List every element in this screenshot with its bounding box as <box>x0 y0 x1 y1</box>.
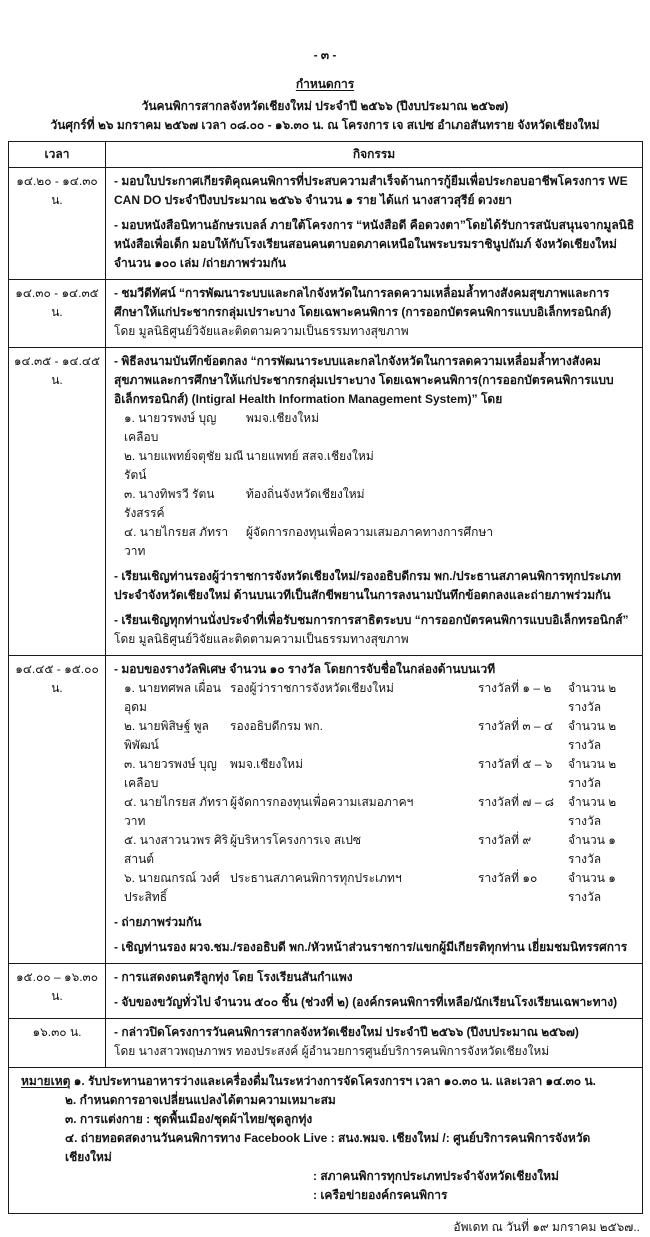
person-name: ๒. นายพิสิษฐ์ พูลพิพัฒน์ <box>124 719 209 752</box>
activity-bullet: - มอบใบประกาศเกียรติคุณคนพิการที่ประสบความสำเร็จด้านการกู้ยืมเพื่อประกอบอาชีพโครงการ WE CAN DO ประจำปีงบประมาณ ๒๕๖๖ จำนวน ๑ ราย ได้แก่ นางสาวสุรีย์ ดวงยา <box>114 174 628 207</box>
person-name: ๓. นายวรพงษ์ บุญเคลือบ <box>124 757 217 790</box>
award-presenter-row <box>124 831 636 869</box>
award-prize: รางวัลที่ ๑๐ <box>478 871 538 885</box>
schedule-row <box>9 168 643 280</box>
activity-bullet: - ถ่ายภาพร่วมกัน <box>114 915 202 929</box>
activity-bullet: - เชิญท่านรอง ผวจ.ชม./รองอธิบดี พก./หัวหน้าส่วนราชการ/แขกผู้มีเกียรติทุกท่าน เยี่ยมชมนิทรรศการ <box>114 940 628 954</box>
activity-byline: โดย นางสาวพฤษภาพร ทองประสงค์ ผู้อำนวยการศูนย์บริการคนพิการจังหวัดเชียงใหม่ <box>114 1044 550 1058</box>
award-prize: รางวัลที่ ๕ – ๖ <box>478 757 553 771</box>
activity-byline: โดย มูลนิธิศูนย์วิจัยและติดตามความเป็นธรรมทางสุขภาพ <box>114 324 409 338</box>
activity-cell <box>106 348 643 656</box>
award-count: จำนวน ๑ รางวัล <box>568 833 616 866</box>
schedule-row <box>9 348 643 656</box>
note-item: ๔. ถ่ายทอดสดงานวันคนพิการทาง Facebook Live : สนง.พมจ. เชียงใหม่ /: ศูนย์บริการคนพิการจังหวัดเชียงใหม่ <box>65 1131 591 1164</box>
notes-cell <box>9 1068 643 1214</box>
schedule-row <box>9 280 643 348</box>
note-label: หมายเหตุ <box>21 1074 71 1088</box>
signatory-row <box>124 523 636 561</box>
award-count: จำนวน ๑ รางวัล <box>568 871 616 904</box>
person-name: ๓. นางทิพรวี รัตนรังสรรค์ <box>124 487 215 520</box>
document-header <box>0 0 650 135</box>
notes-row <box>9 1068 643 1214</box>
person-name: ๑. นายทศพล เผื่อนอุดม <box>124 681 221 714</box>
document-title: กำหนดการ <box>295 77 355 91</box>
person-role: ประธานสภาคนพิการทุกประเภทฯ <box>230 871 402 885</box>
activity-bullet: - เรียนเชิญทุกท่านนั่งประจำที่เพื่อรับชมการการสาธิตระบบ “การออกบัตรคนพิการแบบอิเล็กทรอนิกส์” <box>114 613 629 627</box>
activity-bullet: - มอบของรางวัลพิเศษ จำนวน ๑๐ รางวัล โดยการจับชื่อในกล่องด้านบนเวที <box>114 662 496 676</box>
note-item: ๓. การแต่งกาย : ชุดพื้นเมือง/ชุดผ้าไทย/ชุดลูกทุ่ง <box>65 1112 313 1126</box>
activity-cell <box>106 168 643 280</box>
updated-date-note: อัพเดท ณ วันที่ ๑๙ มกราคม ๒๕๖๗.. <box>453 1220 640 1234</box>
time-cell: ๑๔.๒๐ - ๑๔.๓๐ น. <box>9 168 106 280</box>
note-line-1: หมายเหตุ ๑. รับประทานอาหารว่างและเครื่องดื่มในระหว่างการจัดโครงการฯ เวลา ๑๐.๓๐ น. และเวลา ๑๔.๓๐ น. <box>21 1074 596 1088</box>
page-number: - ๓ - <box>313 48 337 62</box>
note-subline: : เครือข่ายองค์กรคนพิการ <box>313 1188 448 1202</box>
activity-cell <box>106 964 643 1019</box>
activity-bullet: - มอบหนังสือนิทานอักษรเบลล์ ภายใต้โครงการ “หนังสือดี คือดวงตา”โดยได้รับการสนับสนุนจากมูลนิธิหนังสือเพื่อเด็ก มอบให้กับโรงเรียนสอนคนตาบอดภาคเหนือในพระบรมราชินูปถัมภ์ จังหวัดเชียงใหม่ จำนวน ๑๐๐ เล่ม /ถ่ายภาพร่วมกัน <box>114 218 635 270</box>
person-name: ๔. นายไกรยส ภัทราวาท <box>124 525 229 558</box>
schedule-header-row <box>9 142 643 168</box>
award-presenter-list <box>124 679 636 907</box>
person-role: ผู้จัดการกองทุนเพื่อความเสมอภาคทางการศึกษา <box>246 525 494 539</box>
award-presenter-row <box>124 679 636 717</box>
signatory-list <box>124 409 636 561</box>
award-prize: รางวัลที่ ๗ – ๘ <box>478 795 555 809</box>
activity-bullet: - เรียนเชิญท่านรองผู้ว่าราชการจังหวัดเชียงใหม่/รองอธิบดีกรม พก./ประธานสภาคนพิการทุกประเภทประจำจังหวัดเชียงใหม่ ด้านบนเวทีเป็นสักขีพยานในการลงนามบันทึกข้อตกลงและถ่ายภาพร่วมกัน <box>114 569 621 602</box>
person-name: ๑. นายวรพงษ์ บุญเคลือบ <box>124 411 217 444</box>
document-subtitle-datetime: วันศุกร์ที่ ๒๖ มกราคม ๒๕๖๗ เวลา ๐๘.๐๐ - ๑๖.๓๐ น. ณ โครงการ เจ สเปซ อำเภอสันทราย จังหวัดเชียงใหม่ <box>50 118 600 132</box>
award-presenter-row <box>124 717 636 755</box>
award-presenter-row <box>124 869 636 907</box>
signatory-row <box>124 409 636 447</box>
activity-byline: โดย มูลนิธิศูนย์วิจัยและติดตามความเป็นธรรมทางสุขภาพ <box>114 632 409 646</box>
award-prize: รางวัลที่ ๙ <box>478 833 532 847</box>
activity-bullet: - ชมวีดีทัศน์ “การพัฒนาระบบและกลไกจังหวัดในการลดความเหลื่อมล้ำทางสังคมสุขภาพและการศึกษาให้แก่ประชากรกลุ่มเปราะบาง โดยเฉพาะคนพิการ (การออกบัตรคนพิการแบบอิเล็กทรอนิกส์) <box>114 286 612 319</box>
person-role: รองอธิบดีกรม พก. <box>230 719 323 733</box>
person-name: ๒. นายแพทย์จตุชัย มณีรัตน์ <box>124 449 244 482</box>
signatory-row <box>124 485 636 523</box>
award-count: จำนวน ๒ รางวัล <box>568 795 617 828</box>
time-cell: ๑๔.๔๕ - ๑๕.๐๐ น. <box>9 656 106 964</box>
time-cell: ๑๔.๓๐ - ๑๔.๓๕ น. <box>9 280 106 348</box>
activity-cell <box>106 280 643 348</box>
award-prize: รางวัลที่ ๑ – ๒ <box>478 681 552 695</box>
note-subline: : สภาคนพิการทุกประเภทประจำจังหวัดเชียงใหม่ <box>313 1169 559 1183</box>
column-header-time: เวลา <box>9 142 106 168</box>
schedule-row <box>9 656 643 964</box>
schedule-table-head <box>9 142 643 168</box>
award-prize: รางวัลที่ ๓ – ๔ <box>478 719 554 733</box>
person-role: พมจ.เชียงใหม่ <box>246 411 320 425</box>
schedule-row <box>9 1019 643 1068</box>
person-role: ผู้บริหารโครงการเจ สเปซ <box>230 833 362 847</box>
time-cell: ๑๕.๐๐ – ๑๖.๓๐ น. <box>9 964 106 1019</box>
award-count: จำนวน ๒ รางวัล <box>568 719 617 752</box>
person-role: รองผู้ว่าราชการจังหวัดเชียงใหม่ <box>230 681 394 695</box>
note-item: ๒. กำหนดการอาจเปลี่ยนแปลงได้ตามความเหมาะสม <box>65 1093 336 1107</box>
award-presenter-row <box>124 755 636 793</box>
activity-bullet: - กล่าวปิดโครงการวันคนพิการสากลจังหวัดเชียงใหม่ ประจำปี ๒๕๖๖ (ปีงบประมาณ ๒๕๖๗) <box>114 1025 579 1039</box>
activity-bullet: - การแสดงดนตรีลูกทุ่ง โดย โรงเรียนสันกำแพง <box>114 970 353 984</box>
award-count: จำนวน ๒ รางวัล <box>568 757 617 790</box>
schedule-table <box>8 141 643 1214</box>
signatory-row <box>124 447 636 485</box>
activity-cell <box>106 656 643 964</box>
person-role: นายแพทย์ สสจ.เชียงใหม่ <box>246 449 374 463</box>
person-name: ๕. นางสาวนวพร ศิริสานต์ <box>124 833 229 866</box>
person-role: ท้องถิ่นจังหวัดเชียงใหม่ <box>246 487 365 501</box>
person-role: ผู้จัดการกองทุนเพื่อความเสมอภาคฯ <box>230 795 414 809</box>
activity-cell <box>106 1019 643 1068</box>
award-presenter-row <box>124 793 636 831</box>
document-subtitle-event: วันคนพิการสากลจังหวัดเชียงใหม่ ประจำปี ๒๕๖๖ (ปีงบประมาณ ๒๕๖๗) <box>141 99 509 113</box>
time-cell: ๑๖.๓๐ น. <box>9 1019 106 1068</box>
person-name: ๖. นายณกรณ์ วงศ์ประสิทธิ์ <box>124 871 220 904</box>
person-name: ๔. นายไกรยส ภัทราวาท <box>124 795 229 828</box>
schedule-body <box>9 168 643 1214</box>
time-cell: ๑๔.๓๕ - ๑๔.๔๕ น. <box>9 348 106 656</box>
activity-bullet: - จับของขวัญทั่วไป จำนวน ๕๐๐ ชิ้น (ช่วงที่ ๒) (องค์กรคนพิการที่เหลือ/นักเรียนโรงเรียนเฉพาะทาง) <box>114 995 618 1009</box>
schedule-row <box>9 964 643 1019</box>
person-role: พมจ.เชียงใหม่ <box>230 757 304 771</box>
activity-bullet: - พิธีลงนามบันทึกข้อตกลง “การพัฒนาระบบและกลไกจังหวัดในการลดความเหลื่อมล้ำทางสังคม สุขภาพและการศึกษาให้แก่ประชากรกลุ่มเปราะบาง โดยเฉพาะคนพิการ(การออกบัตรคนพิการแบบอิเล็กทรอนิกส์) (Intigral Health Information Management System)” โดย <box>114 354 614 406</box>
award-count: จำนวน ๒ รางวัล <box>568 681 617 714</box>
column-header-activity: กิจกรรม <box>106 142 643 168</box>
